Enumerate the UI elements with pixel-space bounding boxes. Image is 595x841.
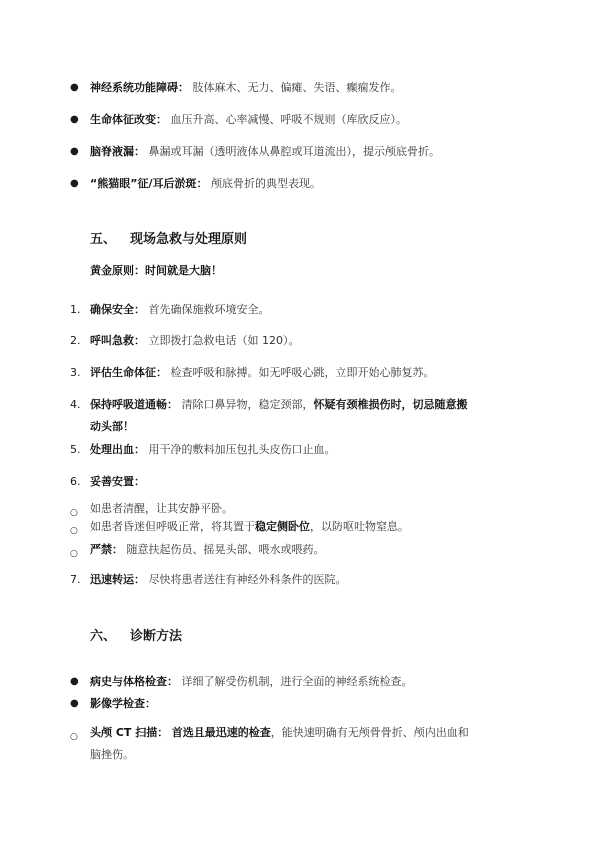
list-number: 1. <box>70 303 81 316</box>
list-item: 确保安全： 首先确保施救环境安全。 <box>90 303 270 316</box>
sub-list-item-continuation: 脑挫伤。 <box>90 748 134 761</box>
bullet-icon: ● <box>70 178 79 189</box>
list-item: 病史与体格检查： 详细了解受伤机制，进行全面的神经系统检查。 <box>90 675 413 688</box>
list-number: 2. <box>70 334 81 347</box>
list-item: 影像学检查： <box>90 697 156 710</box>
list-item: “熊猫眼”征/耳后淤斑： 颅底骨折的典型表现。 <box>90 177 321 190</box>
list-number: 3. <box>70 366 81 379</box>
list-item: 脑脊液漏： 鼻漏或耳漏（透明液体从鼻腔或耳道流出），提示颅底骨折。 <box>90 145 440 158</box>
list-item: 神经系统功能障碍： 肢体麻木、无力、偏瘫、失语、癫痫发作。 <box>90 81 402 94</box>
circle-bullet-icon: ○ <box>70 526 78 536</box>
list-item: 处理出血： 用干净的敷料加压包扎头皮伤口止血。 <box>90 443 336 456</box>
list-item: 呼叫急救： 立即拨打急救电话（如 120）。 <box>90 334 300 347</box>
bullet-icon: ● <box>70 114 79 125</box>
circle-bullet-icon: ○ <box>70 732 78 742</box>
bullet-icon: ● <box>70 82 79 93</box>
list-item: 迅速转运： 尽快将患者送往有神经外科条件的医院。 <box>90 573 347 586</box>
bullet-icon: ● <box>70 698 79 709</box>
bullet-icon: ● <box>70 676 79 687</box>
list-item-continuation: 动头部！ <box>90 420 134 433</box>
sub-list-item: 如患者清醒，让其安静平卧。 <box>90 502 233 515</box>
list-number: 7. <box>70 573 81 586</box>
list-item: 评估生命体征： 检查呼吸和脉搏。如无呼吸心跳，立即开始心肺复苏。 <box>90 366 435 379</box>
list-number: 4. <box>70 398 81 411</box>
list-number: 5. <box>70 443 81 456</box>
list-item: 保持呼吸道通畅： 清除口鼻异物，稳定颈部，怀疑有颈椎损伤时，切忌随意搬 <box>90 398 468 411</box>
sub-list-item: 如患者昏迷但呼吸正常，将其置于稳定侧卧位，以防呕吐物窒息。 <box>90 520 409 533</box>
section-heading: 六、 诊断方法 <box>90 629 183 644</box>
bullet-icon: ● <box>70 146 79 157</box>
circle-bullet-icon: ○ <box>70 549 78 559</box>
sub-list-item: 严禁： 随意扶起伤员、摇晃头部、喂水或喂药。 <box>90 543 325 556</box>
list-item: 妥善安置： <box>90 475 145 488</box>
section-heading: 五、 现场急救与处理原则 <box>90 232 248 247</box>
list-item: 生命体征改变： 血压升高、心率减慢、呼吸不规则（库欣反应）。 <box>90 113 407 126</box>
list-number: 6. <box>70 475 81 488</box>
sub-list-item: 头颅 CT 扫描： 首选且最迅速的检查，能快速明确有无颅骨骨折、颅内出血和 <box>90 726 469 739</box>
circle-bullet-icon: ○ <box>70 508 78 518</box>
golden-rule: 黄金原则：时间就是大脑！ <box>90 264 222 277</box>
